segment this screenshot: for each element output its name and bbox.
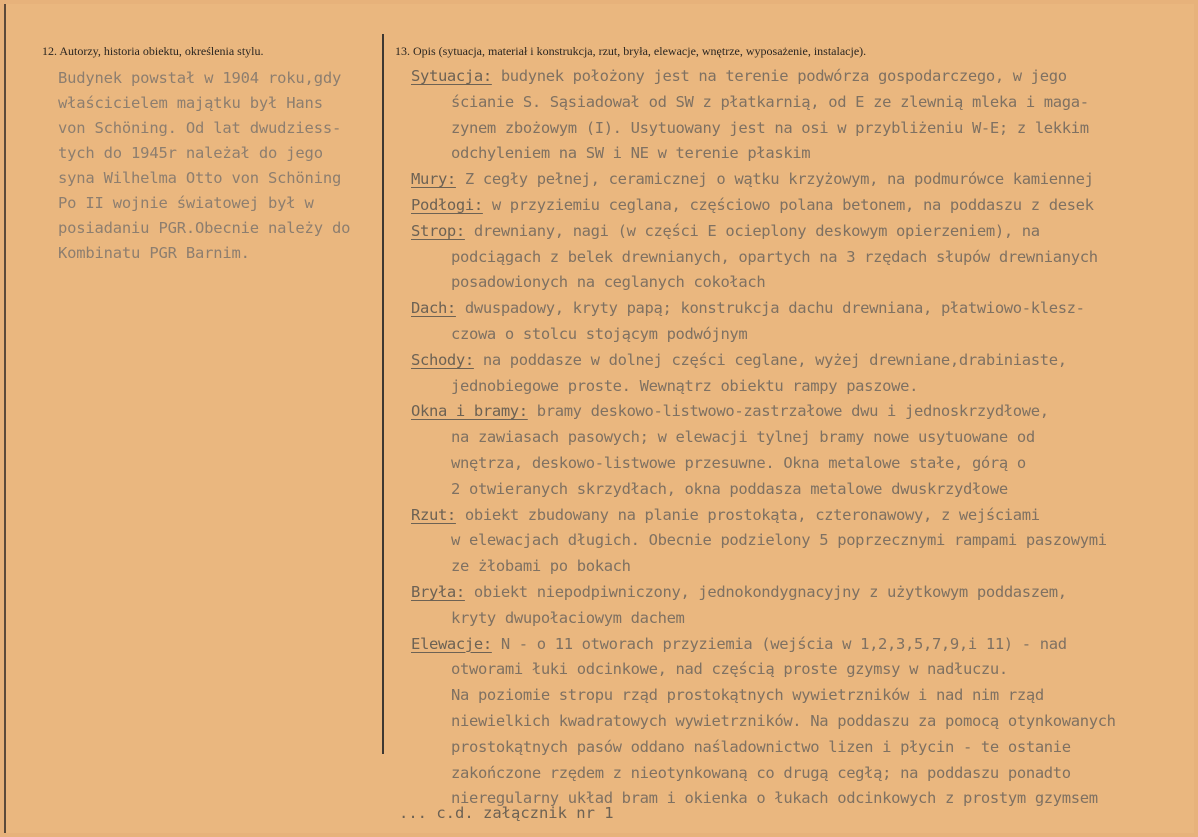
schody-label: Schody: <box>411 350 474 369</box>
dach-text: dwuspadowy, kryty papą; konstrukcja dachu drewniana, płatwiowo-klesz- <box>455 299 1085 318</box>
elewacje-text: N - o 11 otworach przyziemia (wejścia w 1,2,3,5,7,9,i 11) - nad <box>491 634 1067 653</box>
bryla-text: obiekt niepodpiwniczony, jednokondygnacyjny z użytkowym poddaszem, <box>464 582 1067 601</box>
section-13-text <box>411 64 1198 812</box>
history-line: tych do 1945r należał do jego <box>58 144 323 162</box>
rzut-label: Rzut: <box>411 505 456 524</box>
elewacje-line: zakończone rzędem z nieotynkowaną co drugą cegłą; na poddaszu ponadto <box>451 763 1071 782</box>
sytuacja-section <box>411 64 1198 167</box>
section-12-text <box>58 66 388 266</box>
rzut-line: w elewacjach długich. Obecnie podzielony 5 poprzecznymi rampami paszowymi <box>451 531 1107 550</box>
elewacje-line: niewielkich kwadratowych wywietrzników. Na poddaszu za pomocą otynkowanych <box>451 711 1116 730</box>
history-line: syna Wilhelma Otto von Schöning <box>58 169 342 187</box>
sytuacja-line: odchyleniem na SW i NE w terenie płaskim <box>451 144 811 163</box>
history-line: Kombinatu PGR Barnim. <box>58 244 250 262</box>
strop-line: posadowionych na ceglanych cokołach <box>451 273 766 292</box>
strop-text: drewniany, nagi (w części E ocieplony deskowym opierzeniem), na <box>464 221 1040 240</box>
okna-line: wnętrza, deskowo-listwowe przesuwne. Okna metalowe stałe, górą o <box>451 453 1026 472</box>
mury-section <box>411 167 1198 193</box>
okna-section <box>411 399 1198 502</box>
podlogi-text: w przyziemiu ceglana, częściowo polana betonem, na poddaszu z desek <box>482 195 1094 214</box>
sytuacja-label: Sytuacja: <box>411 67 492 85</box>
history-line: posiadaniu PGR.Obecnie należy do <box>58 219 351 237</box>
sytuacja-text: budynek położony jest na terenie podwórza gospodarczego, w jego <box>491 67 1067 85</box>
okna-line: na zawiasach pasowych; w elewacji tylnej bramy nowe usytuowane od <box>451 428 1035 447</box>
elewacje-line: prostokątnych pasów oddano naśladownictwo lizen i płycin - te ostanie <box>451 737 1071 756</box>
bryla-section <box>411 580 1198 632</box>
rzut-line: ze żłobami po bokach <box>451 557 631 576</box>
dach-line: czowa o stolcu stojącym podwójnym <box>451 324 748 343</box>
schody-text: na poddasze w dolnej części ceglane, wyżej drewniane,drabiniaste, <box>473 350 1067 369</box>
record-card <box>4 4 1194 833</box>
bryla-label: Bryła: <box>411 582 465 601</box>
schody-line: jednobiegowe proste. Wewnątrz obiektu rampy paszowe. <box>451 376 919 395</box>
strop-line: podciągach z belek drewnianych, opartych na 3 rzędach słupów drewnianych <box>451 247 1098 266</box>
elewacje-line: otworami łuki odcinkowe, nad częścią proste gzymsy w nadłuczu. <box>451 660 1008 679</box>
mury-label: Mury: <box>411 170 456 189</box>
mury-text: Z cegły pełnej, ceramicznej o wątku krzyżowym, na podmurówce kamiennej <box>455 170 1094 189</box>
section-13-header: 13. Opis (sytuacja, materiał i konstrukcja, rzut, bryła, elewacje, wnętrze, wyposażenie, instalacje). <box>395 44 867 58</box>
section-12-header: 12. Autorzy, historia obiektu, określenia stylu. <box>42 44 264 58</box>
sytuacja-line: zynem zbożowym (I). Usytuowany jest na osi w przybliżeniu W-E; z lekkim <box>451 118 1089 137</box>
rzut-section <box>411 503 1198 580</box>
strop-section <box>411 219 1198 296</box>
elewacje-line: nieregularny układ bram i okienka o łukach odcinkowych z prostym gzymsem <box>451 789 1098 808</box>
podlogi-section <box>411 193 1198 219</box>
dach-section <box>411 296 1198 348</box>
okna-text: bramy deskowo-listwowo-zastrzałowe dwu i jednoskrzydłowe, <box>527 402 1049 421</box>
okna-label: Okna i bramy: <box>411 402 528 421</box>
elewacje-line: Na poziomie stropu rząd prostokątnych wywietrzników i nad nim rząd <box>451 686 1044 705</box>
history-line: Budynek powstał w 1904 roku,gdy <box>58 69 342 87</box>
dach-label: Dach: <box>411 299 456 318</box>
sytuacja-line: ścianie S. Sąsiadował od SW z płatkarnią, od E ze zlewnią mleka i maga- <box>451 92 1089 111</box>
rzut-text: obiekt zbudowany na planie prostokąta, czteronawowy, z wejściami <box>455 505 1040 524</box>
okna-line: 2 otwieranych skrzydłach, okna poddasza metalowe dwuskrzydłowe <box>451 479 1008 498</box>
elewacje-section <box>411 632 1198 813</box>
history-line: właścicielem majątku był Hans <box>58 94 323 112</box>
continuation-note: ... c.d. załącznik nr 1 <box>399 804 614 822</box>
elewacje-label: Elewacje: <box>411 634 492 653</box>
strop-label: Strop: <box>411 221 465 240</box>
schody-section <box>411 348 1198 400</box>
history-line: von Schöning. Od lat dwudziess- <box>58 119 342 137</box>
bryla-line: kryty dwupołaciowym dachem <box>451 608 685 627</box>
history-line: Po II wojnie światowej był w <box>58 194 314 212</box>
podlogi-label: Podłogi: <box>411 195 483 214</box>
